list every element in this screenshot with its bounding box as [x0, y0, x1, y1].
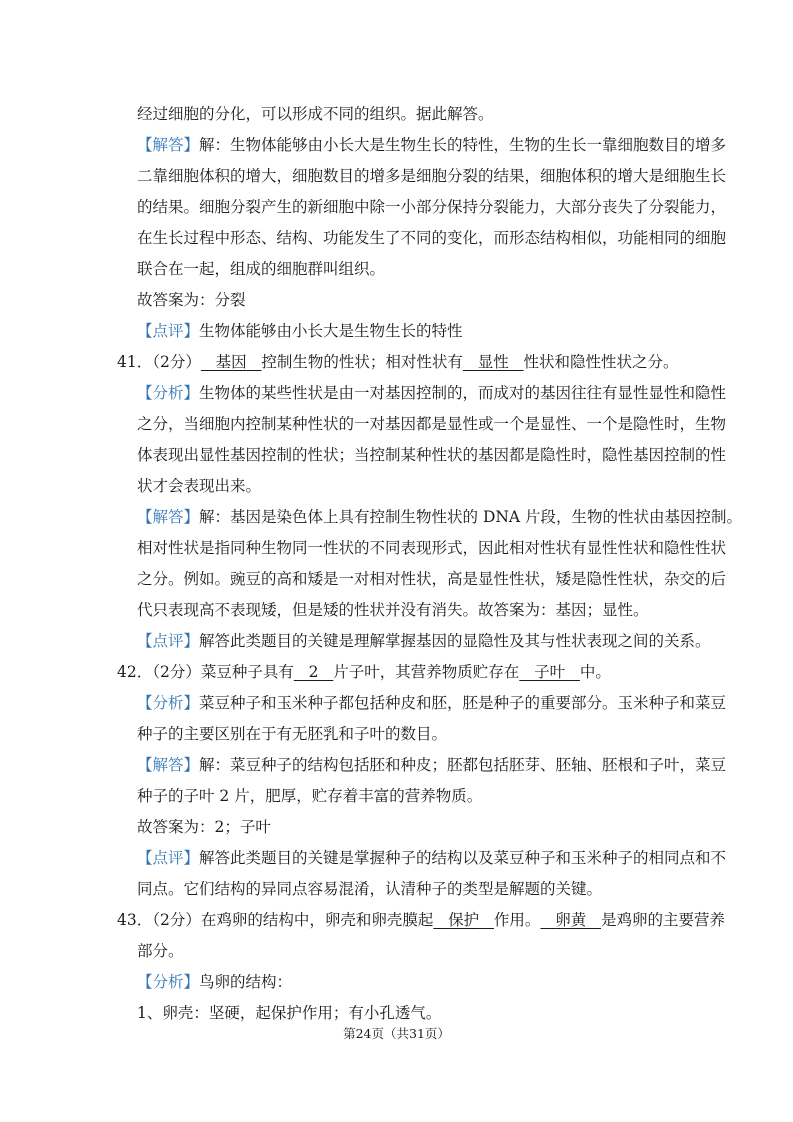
question-42: 42．（2分）菜豆种子具有 2 片子叶，其营养物质贮存在 子叶 中。 [117, 663, 611, 681]
answer-line: 相对性状是指同种生物同一性状的不同表现形式，因此相对性状有显性性状和隐性性状 [137, 539, 727, 557]
answer-line: 二靠细胞体积的增大，细胞数目的增多是细胞分裂的结果，细胞体积的增大是细胞生长 [137, 167, 727, 185]
comment-line: 【点评】解答此类题目的关键是掌握种子的结构以及菜豆种子和玉米种子的相同点和不 [137, 849, 727, 867]
analysis-line: 体表现出显性基因控制的性状；当控制某种性状的基因都是隐性时，隐性基因控制的性 [137, 446, 727, 464]
answer-line: 【解答】解：基因是染色体上具有控制生物性状的 DNA 片段，生物的性状由基因控制。 [137, 508, 743, 526]
list-item: 1、卵壳：坚硬，起保护作用；有小孔透气。 [137, 1004, 442, 1022]
comment-tag: 【点评】 [137, 322, 200, 340]
answer-tag: 【解答】 [137, 756, 200, 774]
answer-blank: 基因 [215, 353, 247, 371]
final-answer: 故答案为：2；子叶 [137, 818, 271, 836]
answer-blank: 子叶 [534, 663, 566, 681]
question-43: 43．（2分）在鸡卵的结构中，卵壳和卵壳膜起 保护 作用。 卵黄 是鸡卵的主要营养 [117, 911, 726, 929]
comment-line: 同点。它们结构的异同点容易混淆，认清种子的类型是解题的关键。 [137, 880, 603, 898]
answer-line: 联合在一起，组成的细胞群叫组织。 [137, 260, 386, 278]
answer-line: 【解答】解：菜豆种子的结构包括胚和种皮；胚都包括胚芽、胚轴、胚根和子叶，菜豆 [137, 756, 727, 774]
analysis-line: 【分析】鸟卵的结构： [137, 973, 293, 991]
analysis-tag: 【分析】 [137, 694, 200, 712]
answer-line: 之分。例如。豌豆的高和矮是一对相对性状，高是显性性状，矮是隐性性状，杂交的后 [137, 570, 727, 588]
answer-blank: 卵黄 [555, 911, 587, 929]
analysis-line: 【分析】菜豆种子和玉米种子都包括种皮和胚，胚是种子的重要部分。玉米种子和菜豆 [137, 694, 727, 712]
question-43-line2: 部分。 [137, 942, 184, 960]
analysis-line: 【分析】生物体的某些性状是由一对基因控制的，而成对的基因往往有显性显性和隐性 [137, 384, 727, 402]
comment-tag: 【点评】 [137, 849, 200, 867]
answer-tag: 【解答】 [137, 136, 200, 154]
comment-line: 【点评】解答此类题目的关键是理解掌握基因的显隐性及其与性状表现之间的关系。 [137, 632, 711, 650]
answer-tag: 【解答】 [137, 508, 200, 526]
final-answer: 故答案为：分裂 [137, 291, 246, 309]
answer-blank: 保护 [448, 911, 480, 929]
analysis-tag: 【分析】 [137, 973, 200, 991]
analysis-line: 种子的主要区别在于有无胚乳和子叶的数目。 [137, 725, 448, 743]
answer-blank: 显性 [477, 353, 509, 371]
answer-line: 在生长过程中形态、结构、功能发生了不同的变化，而形态结构相似，功能相同的细胞 [137, 229, 727, 247]
question-41: 41．（2分） 基因 控制生物的性状；相对性状有 显性 性状和隐性性状之分。 [117, 353, 679, 371]
answer-line: 的结果。细胞分裂产生的新细胞中除一小部分保持分裂能力，大部分丧失了分裂能力， [137, 198, 727, 216]
answer-line: 代只表现高不表现矮，但是矮的性状并没有消失。故答案为：基因；显性。 [137, 601, 649, 619]
answer-blank: 2 [308, 663, 319, 681]
comment-line: 【点评】生物体能够由小长大是生物生长的特性 [137, 322, 463, 340]
analysis-tag: 【分析】 [137, 384, 200, 402]
analysis-line: 状才会表现出来。 [137, 477, 262, 495]
answer-line: 种子的子叶 2 片，肥厚，贮存着丰富的营养物质。 [137, 787, 483, 805]
page-number: 第24页（共31页） [343, 1026, 450, 1041]
comment-tag: 【点评】 [137, 632, 200, 650]
analysis-line: 之分，当细胞内控制某种性状的一对基因都是显性或一个是显性、一个是隐性时，生物 [137, 415, 727, 433]
intro-text: 经过细胞的分化，可以形成不同的组织。据此解答。 [137, 105, 494, 123]
answer-line: 【解答】解：生物体能够由小长大是生物生长的特性，生物的生长一靠细胞数目的增多 [137, 136, 727, 154]
